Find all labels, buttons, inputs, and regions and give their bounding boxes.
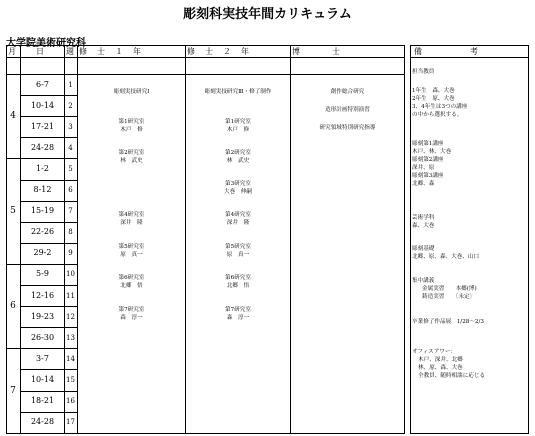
row-day: 26-30 <box>30 332 55 342</box>
row-week: 7 <box>68 207 73 216</box>
month-divider <box>6 158 20 159</box>
row-week: 15 <box>66 375 75 384</box>
m1-lab-entry: 第6研究室 北郷 悟 <box>118 275 145 289</box>
m1-lab-entry: 第4研究室 深井 隆 <box>118 212 145 226</box>
row-week: 12 <box>66 312 75 321</box>
row-divider <box>20 412 77 413</box>
col-border-doc <box>404 45 405 434</box>
header-month: 月 <box>8 47 16 56</box>
row-week: 11 <box>66 291 75 300</box>
notes-kiso: 彫刻基礎 北郷、原、森、大巻、山口 <box>412 246 480 260</box>
m2-lab-entry: 第1研究室 木戸 修 <box>225 119 251 133</box>
curriculum-table <box>6 45 530 434</box>
m2-lab-entry: 第4研究室 深井 隆 <box>225 212 251 226</box>
row-week: 14 <box>66 354 75 363</box>
row-week: 4 <box>68 143 73 152</box>
notes-border-left <box>410 45 411 434</box>
m2-lab-entry: 第5研究室 原 真一 <box>225 244 251 258</box>
notes-bottom-border <box>410 433 528 434</box>
row-day: 1-2 <box>36 163 49 173</box>
row-week: 17 <box>66 418 75 427</box>
col-border-left <box>6 45 7 434</box>
row-divider <box>20 243 77 244</box>
m1-lab-entry: 第1研究室 木戸 修 <box>118 119 145 133</box>
table-bottom-border <box>6 433 404 434</box>
header-doctor: 博 士 <box>292 47 340 56</box>
row-divider <box>20 391 77 392</box>
row-week: 6 <box>68 186 73 194</box>
notes-header-border <box>410 57 528 58</box>
row-week: 10 <box>66 270 75 279</box>
row-divider <box>20 116 77 117</box>
header-master1: 修 士 １ 年 <box>79 47 142 56</box>
row-divider <box>20 180 77 181</box>
row-day: 24-28 <box>30 142 55 152</box>
month-label: 6 <box>10 301 16 312</box>
notes-koza: 彫刻第1講座 木戸、林、大巻 彫刻第2講座 深井、原 彫刻第3講座 北郷、森 <box>412 141 452 187</box>
month-label: 4 <box>10 111 16 122</box>
row-day: 15-19 <box>30 206 55 216</box>
row-divider <box>20 327 77 328</box>
col-border-m2 <box>290 45 291 434</box>
doc-line-3: 研究領域特別研究指導 <box>319 125 376 131</box>
header-master2: 修 士 ２ 年 <box>187 47 250 56</box>
row-divider <box>20 348 77 349</box>
header-notes: 備 考 <box>414 47 478 56</box>
row-day: 12-16 <box>30 290 55 300</box>
month-label: 5 <box>10 206 16 217</box>
m2-lab-entry: 第2研究室 林 武史 <box>225 150 251 164</box>
row-week: 8 <box>68 228 73 237</box>
m1-lab-entry: 第7研究室 森 淳一 <box>118 307 145 321</box>
row-day: 6-7 <box>36 79 49 89</box>
row-day: 10-14 <box>30 100 55 110</box>
notes-shuchu: 集中講義 金属実習 本郷(博) 鋳造実習 〔未定〕 <box>412 278 477 300</box>
row-week: 2 <box>68 101 73 110</box>
month-divider <box>6 264 20 265</box>
row-divider <box>20 264 77 265</box>
col-border-week <box>77 45 78 434</box>
notes-office: オフィスアワー： 木戸、深井、北郷 林、原、森、大巻 全教員、随時相談に応じる <box>412 349 486 379</box>
row-day: 17-21 <box>30 121 55 131</box>
m2-lab-entry: 第6研究室 北郷 悟 <box>225 275 251 289</box>
row-divider <box>20 306 77 307</box>
row-week: 1 <box>68 80 73 89</box>
row-divider <box>20 369 77 370</box>
row-divider <box>20 95 77 96</box>
notes-sotsu: 卒業修了作品展 1/28～2/3 <box>412 319 484 325</box>
section-subtitle: 大学院美術研究科 <box>6 38 86 49</box>
page-title: 彫刻科実技年間カリキュラム <box>183 7 352 22</box>
row-day: 10-14 <box>30 374 55 384</box>
row-week: 9 <box>68 249 73 258</box>
row-divider <box>20 137 77 138</box>
row-day: 19-23 <box>30 311 55 321</box>
doc-line-1: 創作総合研究 <box>330 89 365 95</box>
month-divider <box>6 348 20 349</box>
m1-lab-entry: 第2研究室 林 武史 <box>118 150 145 164</box>
header-week: 週 <box>66 47 74 56</box>
notes-geijutsu: 芸術学科 森、大巻 <box>412 215 435 229</box>
row-day: 3-7 <box>36 353 49 363</box>
col-border-m1 <box>185 45 186 434</box>
header-bottom-border <box>6 57 404 58</box>
row-divider <box>20 201 77 202</box>
row-day: 5-9 <box>36 269 49 279</box>
row-divider <box>20 222 77 223</box>
row-day: 22-26 <box>30 227 55 237</box>
m2-lab-entry: 第7研究室 森 淳一 <box>225 307 251 321</box>
notes-border-right <box>528 45 529 434</box>
row-day: 29-2 <box>33 248 52 258</box>
row-divider <box>20 285 77 286</box>
header-day: 日 <box>36 47 44 56</box>
m2-course: 彫刻実技研究Ⅲ・修了制作 <box>204 89 272 95</box>
row-divider <box>20 158 77 159</box>
notes-tanto: 担当教員 <box>412 69 435 75</box>
m2-lab-entry: 第3研究室 大巻 伸嗣 <box>224 181 252 195</box>
spacer-row-border <box>6 74 404 75</box>
m1-course: 彫刻実技研究Ⅰ <box>113 89 150 95</box>
doc-line-2: 造形計画特別演習 <box>325 107 370 113</box>
row-week: 13 <box>66 333 75 342</box>
row-day: 8-12 <box>33 185 52 194</box>
row-day: 18-21 <box>30 396 55 405</box>
m1-lab-entry: 第5研究室 原 真一 <box>118 244 145 258</box>
row-week: 5 <box>68 164 73 173</box>
row-day: 24-28 <box>30 417 55 427</box>
row-week: 16 <box>66 397 75 405</box>
row-week: 3 <box>68 122 73 131</box>
month-label: 7 <box>10 385 16 396</box>
notes-year-block: 1年生 森、大巻 2年生 原、大巻 3、4年生は3つの講座 の中から選択する。 <box>412 88 468 118</box>
